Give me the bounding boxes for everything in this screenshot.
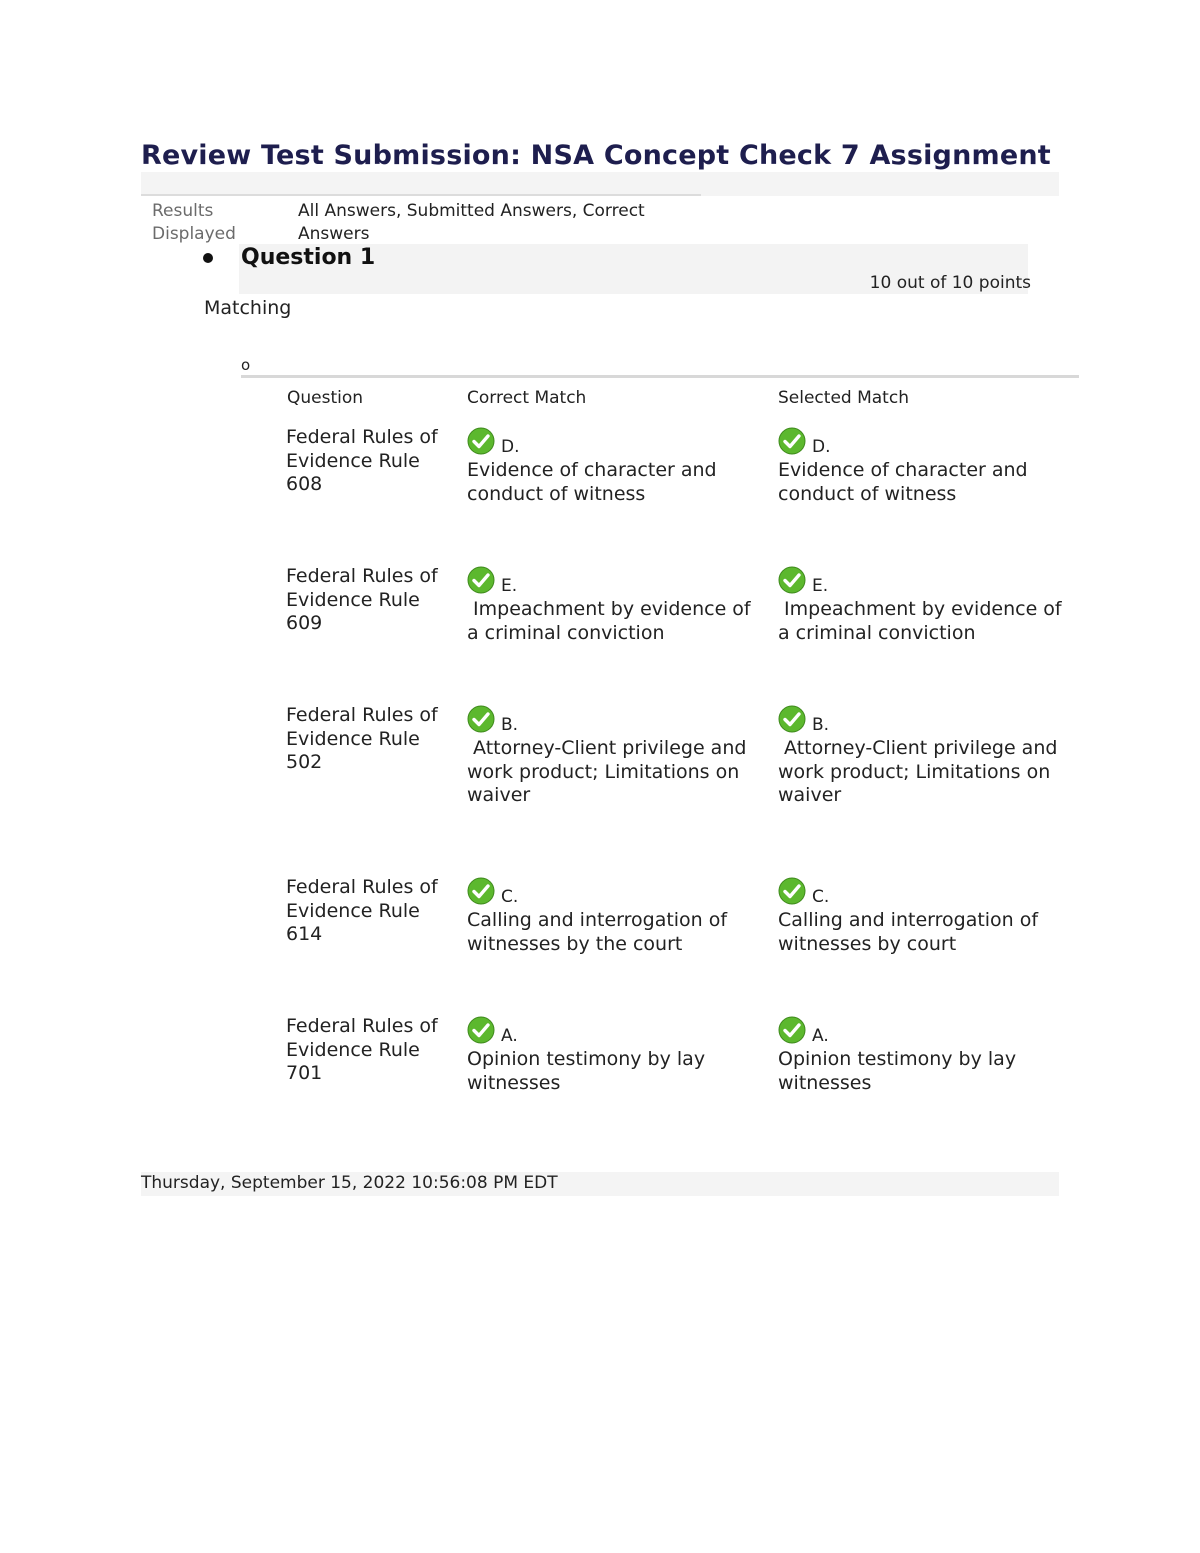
column-header-selected-match: Selected Match <box>778 388 909 408</box>
correct-check-icon <box>467 566 495 594</box>
answer-text: Calling and interrogation of witnesses by court <box>778 909 1045 955</box>
correct-check-icon <box>778 705 806 733</box>
answer-text: Opinion testimony by lay witnesses <box>778 1048 1023 1094</box>
selected-match-cell <box>778 565 1078 645</box>
question-bullet <box>203 253 213 263</box>
question-title: Question 1 <box>241 245 376 270</box>
question-cell: Federal Rules of Evidence Rule 701 <box>286 1015 438 1084</box>
column-header-correct-match: Correct Match <box>467 388 587 408</box>
question-cell: Federal Rules of Evidence Rule 502 <box>286 704 438 773</box>
correct-check-icon <box>467 1016 495 1044</box>
answer-letter: B. <box>812 715 830 735</box>
correct-check-icon <box>778 566 806 594</box>
results-displayed-value: All Answers, Submitted Answers, Correct Answers <box>298 201 645 244</box>
sub-bullet: o <box>241 356 251 374</box>
title-band <box>141 172 1059 196</box>
answer-letter: B. <box>501 715 519 735</box>
answer-letter: C. <box>501 887 519 907</box>
question-type: Matching <box>204 297 292 319</box>
answer-text: Evidence of character and conduct of witness <box>778 459 1034 505</box>
submission-timestamp: Thursday, September 15, 2022 10:56:08 PM EDT <box>141 1173 558 1193</box>
correct-check-icon <box>467 877 495 905</box>
answer-letter: E. <box>501 576 518 596</box>
table-divider <box>241 375 1079 378</box>
title-divider <box>141 194 701 196</box>
answer-text: Attorney-Client privilege and work product; Limitations on waiver <box>778 737 1064 806</box>
question-cell: Federal Rules of Evidence Rule 608 <box>286 426 438 495</box>
selected-match-cell <box>778 704 1078 808</box>
correct-match-cell <box>467 876 767 956</box>
correct-match-cell <box>467 426 767 506</box>
answer-text: Evidence of character and conduct of witness <box>467 459 723 505</box>
correct-check-icon <box>778 427 806 455</box>
correct-match-cell <box>467 565 767 645</box>
answer-text: Calling and interrogation of witnesses by the court <box>467 909 734 955</box>
question-cell: Federal Rules of Evidence Rule 614 <box>286 876 438 945</box>
answer-letter: C. <box>812 887 830 907</box>
answer-letter: E. <box>812 576 829 596</box>
selected-match-cell <box>778 1015 1078 1095</box>
page-title: Review Test Submission: NSA Concept Check 7 Assignment <box>141 140 1051 171</box>
answer-text: Opinion testimony by lay witnesses <box>467 1048 712 1094</box>
selected-match-cell <box>778 426 1078 506</box>
answer-letter: D. <box>812 437 831 457</box>
results-displayed-label: Results Displayed <box>152 201 236 244</box>
selected-match-cell <box>778 876 1078 956</box>
correct-check-icon <box>467 705 495 733</box>
question-points: 10 out of 10 points <box>869 273 1031 293</box>
correct-match-cell <box>467 1015 767 1095</box>
answer-text: Attorney-Client privilege and work product; Limitations on waiver <box>467 737 753 806</box>
answer-text: Impeachment by evidence of a criminal conviction <box>778 598 1068 644</box>
answer-letter: A. <box>501 1026 518 1046</box>
column-header-question: Question <box>287 388 364 408</box>
correct-check-icon <box>467 427 495 455</box>
question-cell: Federal Rules of Evidence Rule 609 <box>286 565 438 634</box>
correct-check-icon <box>778 1016 806 1044</box>
answer-text: Impeachment by evidence of a criminal conviction <box>467 598 757 644</box>
answer-letter: A. <box>812 1026 829 1046</box>
answer-letter: D. <box>501 437 520 457</box>
correct-match-cell <box>467 704 767 808</box>
correct-check-icon <box>778 877 806 905</box>
